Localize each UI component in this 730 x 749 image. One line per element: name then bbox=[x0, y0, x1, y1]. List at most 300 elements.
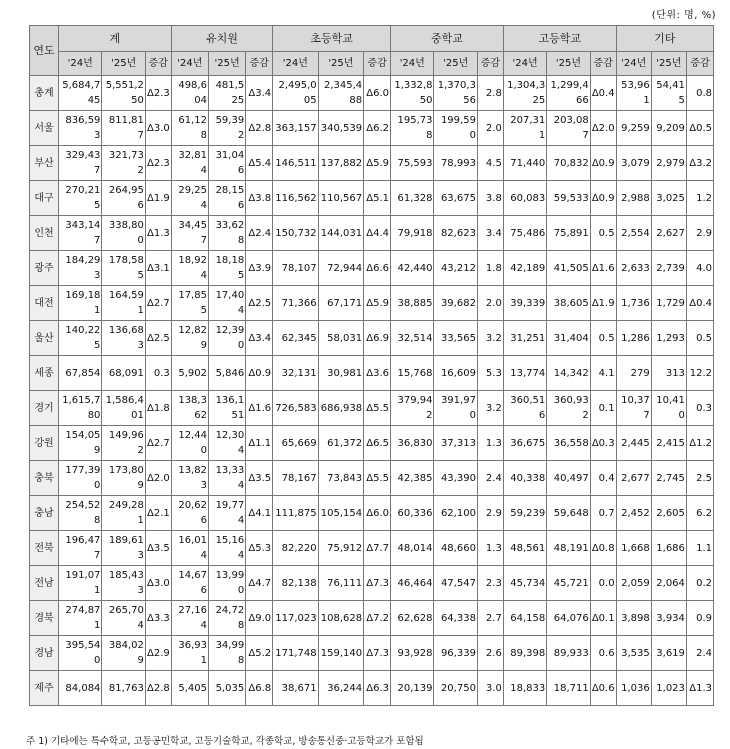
value-cell: 48,561 bbox=[503, 531, 546, 566]
change-cell: 0.9 bbox=[686, 601, 713, 636]
value-cell: 34,457 bbox=[171, 216, 208, 251]
change-cell: Δ3.0 bbox=[145, 566, 171, 601]
value-cell: 3,535 bbox=[616, 636, 651, 671]
value-cell: 1,023 bbox=[651, 671, 686, 706]
change-cell: 3.2 bbox=[477, 391, 503, 426]
value-cell: 16,014 bbox=[171, 531, 208, 566]
value-cell: 36,244 bbox=[318, 671, 364, 706]
region-cell: 울산 bbox=[30, 321, 59, 356]
value-cell: 38,885 bbox=[391, 286, 434, 321]
region-cell: 경남 bbox=[30, 636, 59, 671]
value-cell: 10,410 bbox=[651, 391, 686, 426]
value-cell: 5,035 bbox=[208, 671, 245, 706]
table-body bbox=[30, 76, 714, 706]
change-cell: Δ6.0 bbox=[364, 76, 391, 111]
change-cell: Δ3.3 bbox=[145, 601, 171, 636]
change-cell: 1.3 bbox=[477, 426, 503, 461]
value-cell: 70,832 bbox=[547, 146, 590, 181]
value-cell: 14,676 bbox=[171, 566, 208, 601]
change-cell: Δ7.2 bbox=[364, 601, 391, 636]
change-cell: Δ2.4 bbox=[246, 216, 273, 251]
value-cell: 96,339 bbox=[434, 636, 477, 671]
value-cell: 189,613 bbox=[102, 531, 145, 566]
change-cell: 3.8 bbox=[477, 181, 503, 216]
value-cell: 38,605 bbox=[547, 286, 590, 321]
header-region: 연도 bbox=[30, 26, 59, 76]
change-cell: 0.5 bbox=[590, 321, 616, 356]
change-cell: Δ2.1 bbox=[145, 496, 171, 531]
table-row bbox=[30, 251, 714, 286]
value-cell: 18,924 bbox=[171, 251, 208, 286]
value-cell: 811,817 bbox=[102, 111, 145, 146]
change-cell: Δ1.9 bbox=[145, 181, 171, 216]
header-year: '25년 bbox=[547, 52, 590, 76]
change-cell: Δ4.7 bbox=[246, 566, 273, 601]
change-cell: Δ7.3 bbox=[364, 566, 391, 601]
value-cell: 59,239 bbox=[503, 496, 546, 531]
value-cell: 71,366 bbox=[273, 286, 319, 321]
change-cell: Δ3.4 bbox=[246, 321, 273, 356]
value-cell: 13,774 bbox=[503, 356, 546, 391]
change-cell: 0.3 bbox=[145, 356, 171, 391]
value-cell: 79,918 bbox=[391, 216, 434, 251]
value-cell: 1,736 bbox=[616, 286, 651, 321]
header-year: '24년 bbox=[273, 52, 319, 76]
value-cell: 71,440 bbox=[503, 146, 546, 181]
value-cell: 13,990 bbox=[208, 566, 245, 601]
value-cell: 196,477 bbox=[58, 531, 101, 566]
value-cell: 48,660 bbox=[434, 531, 477, 566]
value-cell: 360,516 bbox=[503, 391, 546, 426]
value-cell: 1,668 bbox=[616, 531, 651, 566]
value-cell: 363,157 bbox=[273, 111, 319, 146]
value-cell: 498,604 bbox=[171, 76, 208, 111]
change-cell: 0.6 bbox=[590, 636, 616, 671]
value-cell: 108,628 bbox=[318, 601, 364, 636]
value-cell: 111,875 bbox=[273, 496, 319, 531]
value-cell: 75,486 bbox=[503, 216, 546, 251]
change-cell: Δ0.4 bbox=[686, 286, 713, 321]
value-cell: 265,704 bbox=[102, 601, 145, 636]
value-cell: 5,846 bbox=[208, 356, 245, 391]
change-cell: 0.2 bbox=[686, 566, 713, 601]
value-cell: 395,540 bbox=[58, 636, 101, 671]
value-cell: 33,565 bbox=[434, 321, 477, 356]
change-cell: Δ0.9 bbox=[590, 181, 616, 216]
table-row bbox=[30, 146, 714, 181]
change-cell: Δ3.1 bbox=[145, 251, 171, 286]
value-cell: 249,281 bbox=[102, 496, 145, 531]
change-cell: 4.0 bbox=[686, 251, 713, 286]
value-cell: 48,014 bbox=[391, 531, 434, 566]
table-row bbox=[30, 356, 714, 391]
value-cell: 82,138 bbox=[273, 566, 319, 601]
value-cell: 110,567 bbox=[318, 181, 364, 216]
region-cell: 세종 bbox=[30, 356, 59, 391]
value-cell: 159,140 bbox=[318, 636, 364, 671]
table-row bbox=[30, 286, 714, 321]
change-cell: Δ9.0 bbox=[246, 601, 273, 636]
change-cell: Δ2.3 bbox=[145, 146, 171, 181]
change-cell: 2.4 bbox=[686, 636, 713, 671]
value-cell: 62,100 bbox=[434, 496, 477, 531]
change-cell: Δ5.2 bbox=[246, 636, 273, 671]
value-cell: 3,025 bbox=[651, 181, 686, 216]
value-cell: 2,739 bbox=[651, 251, 686, 286]
header-year: '24년 bbox=[503, 52, 546, 76]
region-cell: 인천 bbox=[30, 216, 59, 251]
value-cell: 144,031 bbox=[318, 216, 364, 251]
value-cell: 481,525 bbox=[208, 76, 245, 111]
header-group-total: 계 bbox=[58, 26, 171, 52]
value-cell: 5,684,745 bbox=[58, 76, 101, 111]
value-cell: 64,338 bbox=[434, 601, 477, 636]
header-group-kindergarten: 유치원 bbox=[171, 26, 272, 52]
value-cell: 1,370,356 bbox=[434, 76, 477, 111]
value-cell: 68,091 bbox=[102, 356, 145, 391]
value-cell: 41,505 bbox=[547, 251, 590, 286]
value-cell: 9,209 bbox=[651, 111, 686, 146]
change-cell: 4.5 bbox=[477, 146, 503, 181]
change-cell: Δ6.0 bbox=[364, 496, 391, 531]
header-change: 증감 bbox=[477, 52, 503, 76]
change-cell: Δ5.5 bbox=[364, 391, 391, 426]
value-cell: 64,158 bbox=[503, 601, 546, 636]
header-year: '25년 bbox=[651, 52, 686, 76]
change-cell: Δ3.5 bbox=[145, 531, 171, 566]
value-cell: 3,898 bbox=[616, 601, 651, 636]
region-cell: 제주 bbox=[30, 671, 59, 706]
value-cell: 30,981 bbox=[318, 356, 364, 391]
value-cell: 1,332,850 bbox=[391, 76, 434, 111]
value-cell: 36,830 bbox=[391, 426, 434, 461]
value-cell: 89,933 bbox=[547, 636, 590, 671]
value-cell: 93,928 bbox=[391, 636, 434, 671]
value-cell: 3,079 bbox=[616, 146, 651, 181]
value-cell: 31,046 bbox=[208, 146, 245, 181]
value-cell: 321,732 bbox=[102, 146, 145, 181]
value-cell: 67,171 bbox=[318, 286, 364, 321]
change-cell: Δ3.0 bbox=[145, 111, 171, 146]
change-cell: 0.4 bbox=[590, 461, 616, 496]
change-cell: 2.7 bbox=[477, 601, 503, 636]
value-cell: 12,440 bbox=[171, 426, 208, 461]
change-cell: Δ6.8 bbox=[246, 671, 273, 706]
region-cell: 전남 bbox=[30, 566, 59, 601]
value-cell: 391,970 bbox=[434, 391, 477, 426]
header-year: '24년 bbox=[171, 52, 208, 76]
value-cell: 38,671 bbox=[273, 671, 319, 706]
change-cell: Δ5.9 bbox=[364, 286, 391, 321]
change-cell: Δ1.6 bbox=[246, 391, 273, 426]
value-cell: 46,464 bbox=[391, 566, 434, 601]
change-cell: 4.1 bbox=[590, 356, 616, 391]
value-cell: 61,128 bbox=[171, 111, 208, 146]
table-row bbox=[30, 636, 714, 671]
change-cell: Δ6.6 bbox=[364, 251, 391, 286]
value-cell: 203,087 bbox=[547, 111, 590, 146]
header-year: '24년 bbox=[616, 52, 651, 76]
change-cell: Δ0.3 bbox=[590, 426, 616, 461]
value-cell: 48,191 bbox=[547, 531, 590, 566]
region-cell: 전북 bbox=[30, 531, 59, 566]
value-cell: 45,721 bbox=[547, 566, 590, 601]
table-row bbox=[30, 496, 714, 531]
change-cell: Δ2.5 bbox=[145, 321, 171, 356]
value-cell: 17,855 bbox=[171, 286, 208, 321]
change-cell: Δ5.3 bbox=[246, 531, 273, 566]
footnote: 주 1) 기타에는 특수학교, 고등공민학교, 고등기술학교, 각종학교, 방송통신중·고등학교가 포함됨 bbox=[26, 736, 424, 747]
value-cell: 36,675 bbox=[503, 426, 546, 461]
value-cell: 171,748 bbox=[273, 636, 319, 671]
value-cell: 836,593 bbox=[58, 111, 101, 146]
change-cell: 0.3 bbox=[686, 391, 713, 426]
region-cell: 서울 bbox=[30, 111, 59, 146]
change-cell: 1.8 bbox=[477, 251, 503, 286]
change-cell: 3.4 bbox=[477, 216, 503, 251]
value-cell: 15,768 bbox=[391, 356, 434, 391]
value-cell: 29,254 bbox=[171, 181, 208, 216]
value-cell: 279 bbox=[616, 356, 651, 391]
value-cell: 177,390 bbox=[58, 461, 101, 496]
value-cell: 169,181 bbox=[58, 286, 101, 321]
change-cell: Δ2.0 bbox=[590, 111, 616, 146]
value-cell: 191,071 bbox=[58, 566, 101, 601]
value-cell: 2,064 bbox=[651, 566, 686, 601]
value-cell: 20,750 bbox=[434, 671, 477, 706]
change-cell: Δ4.4 bbox=[364, 216, 391, 251]
value-cell: 2,495,005 bbox=[273, 76, 319, 111]
change-cell: Δ5.1 bbox=[364, 181, 391, 216]
change-cell: Δ5.9 bbox=[364, 146, 391, 181]
unit-note: (단위: 명, %) bbox=[651, 10, 716, 21]
change-cell: Δ2.7 bbox=[145, 426, 171, 461]
header-year: '25년 bbox=[208, 52, 245, 76]
value-cell: 17,404 bbox=[208, 286, 245, 321]
change-cell: Δ2.5 bbox=[246, 286, 273, 321]
change-cell: 1.3 bbox=[477, 531, 503, 566]
value-cell: 81,763 bbox=[102, 671, 145, 706]
change-cell: Δ1.2 bbox=[686, 426, 713, 461]
value-cell: 3,934 bbox=[651, 601, 686, 636]
value-cell: 47,547 bbox=[434, 566, 477, 601]
value-cell: 54,415 bbox=[651, 76, 686, 111]
value-cell: 62,345 bbox=[273, 321, 319, 356]
value-cell: 43,390 bbox=[434, 461, 477, 496]
change-cell: Δ0.6 bbox=[590, 671, 616, 706]
region-cell: 충북 bbox=[30, 461, 59, 496]
value-cell: 9,259 bbox=[616, 111, 651, 146]
value-cell: 31,404 bbox=[547, 321, 590, 356]
value-cell: 2,345,488 bbox=[318, 76, 364, 111]
value-cell: 1,036 bbox=[616, 671, 651, 706]
change-cell: Δ1.9 bbox=[590, 286, 616, 321]
change-cell: Δ2.8 bbox=[246, 111, 273, 146]
change-cell: Δ2.8 bbox=[145, 671, 171, 706]
header-group-elementary: 초등학교 bbox=[273, 26, 391, 52]
header-group-high: 고등학교 bbox=[503, 26, 616, 52]
header-year: '25년 bbox=[434, 52, 477, 76]
change-cell: Δ3.6 bbox=[364, 356, 391, 391]
table-row bbox=[30, 601, 714, 636]
change-cell: Δ3.2 bbox=[686, 146, 713, 181]
table-row bbox=[30, 531, 714, 566]
change-cell: 2.0 bbox=[477, 286, 503, 321]
value-cell: 5,405 bbox=[171, 671, 208, 706]
value-cell: 59,533 bbox=[547, 181, 590, 216]
value-cell: 18,711 bbox=[547, 671, 590, 706]
change-cell: 5.3 bbox=[477, 356, 503, 391]
value-cell: 82,623 bbox=[434, 216, 477, 251]
region-cell: 부산 bbox=[30, 146, 59, 181]
value-cell: 340,539 bbox=[318, 111, 364, 146]
table-row bbox=[30, 391, 714, 426]
region-cell: 대전 bbox=[30, 286, 59, 321]
value-cell: 78,993 bbox=[434, 146, 477, 181]
value-cell: 31,251 bbox=[503, 321, 546, 356]
header-year: '25년 bbox=[102, 52, 145, 76]
change-cell: Δ1.3 bbox=[145, 216, 171, 251]
change-cell: 2.4 bbox=[477, 461, 503, 496]
value-cell: 117,023 bbox=[273, 601, 319, 636]
change-cell: Δ2.9 bbox=[145, 636, 171, 671]
table-row bbox=[30, 671, 714, 706]
change-cell: Δ3.9 bbox=[246, 251, 273, 286]
value-cell: 2,979 bbox=[651, 146, 686, 181]
value-cell: 5,551,250 bbox=[102, 76, 145, 111]
value-cell: 45,734 bbox=[503, 566, 546, 601]
value-cell: 207,311 bbox=[503, 111, 546, 146]
change-cell: 2.5 bbox=[686, 461, 713, 496]
change-cell: Δ6.5 bbox=[364, 426, 391, 461]
header-row-groups bbox=[30, 26, 714, 52]
value-cell: 84,084 bbox=[58, 671, 101, 706]
value-cell: 12,829 bbox=[171, 321, 208, 356]
table-row bbox=[30, 321, 714, 356]
value-cell: 12,390 bbox=[208, 321, 245, 356]
value-cell: 36,931 bbox=[171, 636, 208, 671]
value-cell: 1,615,780 bbox=[58, 391, 101, 426]
change-cell: Δ7.7 bbox=[364, 531, 391, 566]
value-cell: 78,107 bbox=[273, 251, 319, 286]
change-cell: 0.0 bbox=[590, 566, 616, 601]
table-row bbox=[30, 216, 714, 251]
change-cell: Δ3.4 bbox=[246, 76, 273, 111]
region-cell: 대구 bbox=[30, 181, 59, 216]
value-cell: 19,774 bbox=[208, 496, 245, 531]
value-cell: 2,452 bbox=[616, 496, 651, 531]
value-cell: 65,669 bbox=[273, 426, 319, 461]
value-cell: 150,732 bbox=[273, 216, 319, 251]
value-cell: 2,059 bbox=[616, 566, 651, 601]
change-cell: Δ1.3 bbox=[686, 671, 713, 706]
region-cell: 총계 bbox=[30, 76, 59, 111]
change-cell: 0.1 bbox=[590, 391, 616, 426]
value-cell: 53,961 bbox=[616, 76, 651, 111]
value-cell: 61,328 bbox=[391, 181, 434, 216]
change-cell: Δ1.6 bbox=[590, 251, 616, 286]
header-year: '24년 bbox=[58, 52, 101, 76]
value-cell: 726,583 bbox=[273, 391, 319, 426]
value-cell: 13,334 bbox=[208, 461, 245, 496]
value-cell: 1,586,401 bbox=[102, 391, 145, 426]
value-cell: 1,686 bbox=[651, 531, 686, 566]
value-cell: 105,154 bbox=[318, 496, 364, 531]
value-cell: 32,131 bbox=[273, 356, 319, 391]
value-cell: 59,648 bbox=[547, 496, 590, 531]
value-cell: 270,215 bbox=[58, 181, 101, 216]
change-cell: Δ6.2 bbox=[364, 111, 391, 146]
value-cell: 146,511 bbox=[273, 146, 319, 181]
value-cell: 14,342 bbox=[547, 356, 590, 391]
value-cell: 76,111 bbox=[318, 566, 364, 601]
value-cell: 10,377 bbox=[616, 391, 651, 426]
value-cell: 2,745 bbox=[651, 461, 686, 496]
value-cell: 5,902 bbox=[171, 356, 208, 391]
value-cell: 313 bbox=[651, 356, 686, 391]
value-cell: 195,738 bbox=[391, 111, 434, 146]
change-cell: 3.2 bbox=[477, 321, 503, 356]
value-cell: 32,514 bbox=[391, 321, 434, 356]
value-cell: 42,440 bbox=[391, 251, 434, 286]
value-cell: 384,029 bbox=[102, 636, 145, 671]
value-cell: 149,962 bbox=[102, 426, 145, 461]
value-cell: 2,633 bbox=[616, 251, 651, 286]
value-cell: 164,591 bbox=[102, 286, 145, 321]
value-cell: 36,558 bbox=[547, 426, 590, 461]
header-group-other: 기타 bbox=[616, 26, 713, 52]
value-cell: 3,619 bbox=[651, 636, 686, 671]
value-cell: 20,626 bbox=[171, 496, 208, 531]
header-change: 증감 bbox=[686, 52, 713, 76]
change-cell: 12.2 bbox=[686, 356, 713, 391]
value-cell: 78,167 bbox=[273, 461, 319, 496]
value-cell: 1,304,325 bbox=[503, 76, 546, 111]
header-change: 증감 bbox=[364, 52, 391, 76]
value-cell: 2,988 bbox=[616, 181, 651, 216]
value-cell: 75,912 bbox=[318, 531, 364, 566]
table-row bbox=[30, 76, 714, 111]
value-cell: 60,083 bbox=[503, 181, 546, 216]
value-cell: 136,151 bbox=[208, 391, 245, 426]
value-cell: 40,497 bbox=[547, 461, 590, 496]
value-cell: 27,164 bbox=[171, 601, 208, 636]
value-cell: 33,628 bbox=[208, 216, 245, 251]
value-cell: 379,942 bbox=[391, 391, 434, 426]
value-cell: 63,675 bbox=[434, 181, 477, 216]
change-cell: 2.6 bbox=[477, 636, 503, 671]
change-cell: Δ5.4 bbox=[246, 146, 273, 181]
value-cell: 185,433 bbox=[102, 566, 145, 601]
value-cell: 2,677 bbox=[616, 461, 651, 496]
change-cell: Δ1.1 bbox=[246, 426, 273, 461]
value-cell: 72,944 bbox=[318, 251, 364, 286]
value-cell: 89,398 bbox=[503, 636, 546, 671]
value-cell: 274,871 bbox=[58, 601, 101, 636]
table-row bbox=[30, 426, 714, 461]
change-cell: Δ1.8 bbox=[145, 391, 171, 426]
table-row bbox=[30, 566, 714, 601]
region-cell: 강원 bbox=[30, 426, 59, 461]
change-cell: Δ3.8 bbox=[246, 181, 273, 216]
header-change: 증감 bbox=[145, 52, 171, 76]
value-cell: 18,185 bbox=[208, 251, 245, 286]
value-cell: 59,392 bbox=[208, 111, 245, 146]
change-cell: 2.3 bbox=[477, 566, 503, 601]
header-change: 증감 bbox=[590, 52, 616, 76]
value-cell: 15,164 bbox=[208, 531, 245, 566]
value-cell: 138,362 bbox=[171, 391, 208, 426]
